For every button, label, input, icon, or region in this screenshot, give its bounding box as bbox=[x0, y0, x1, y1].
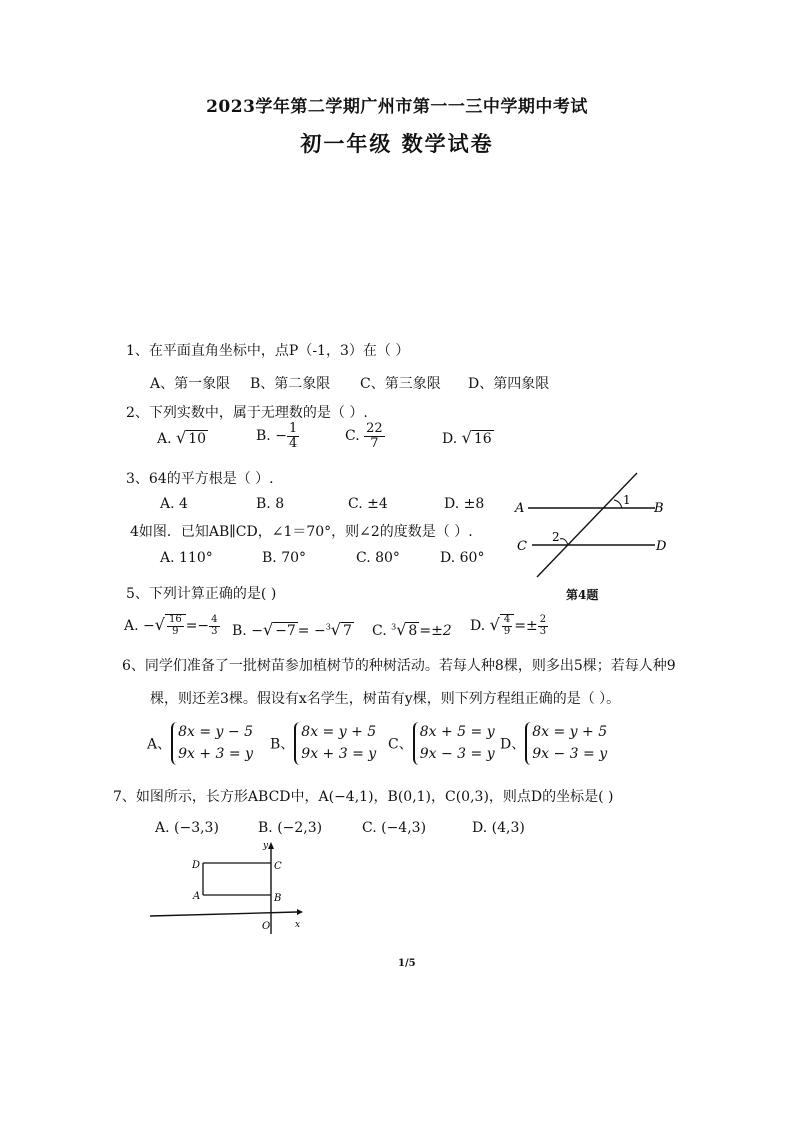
point-c-label: C bbox=[517, 539, 527, 554]
q1-option-b: B、第二象限 bbox=[250, 376, 331, 392]
q5-option-b: B. −√ −7 = −$^3$√ 7 bbox=[232, 620, 352, 639]
q6-stem-line1: 6、同学们准备了一批树苗参加植树节的种树活动。若每人种8棵，则多出5棵；若每人种9 bbox=[122, 658, 676, 674]
q4-option-a: A. 110° bbox=[160, 550, 213, 566]
q3-stem: 3、64的平方根是（ ）. bbox=[126, 471, 274, 487]
q1-stem: 1、在平面直角坐标中，点P（-1，3）在（ ） bbox=[126, 343, 410, 359]
q5-option-c: C. $^3$√ 8 =±2 bbox=[372, 620, 452, 639]
angle-2-arc bbox=[560, 539, 568, 545]
q5-option-a: A. −√ $\frac{16}{9}$ =− $\frac{4}{3}$ bbox=[124, 614, 218, 637]
q3-option-c: C. ±4 bbox=[348, 496, 388, 512]
q4-figure-caption: 第4题 bbox=[566, 588, 599, 602]
q7-option-c: C. (−4,3) bbox=[362, 820, 427, 836]
point-d-label: D bbox=[656, 539, 667, 554]
q2-option-c: C. $\frac{22}{7}$ bbox=[345, 421, 383, 451]
q4-stem: 4如图．已知AB∥CD，∠1＝70°，则∠2的度数是（ ）. bbox=[130, 524, 473, 540]
q1-option-a: A、第一象限 bbox=[150, 376, 231, 392]
exam-subtitle: 初一年级 数学试卷 bbox=[300, 131, 494, 156]
angle-1-arc bbox=[614, 500, 622, 508]
q2-option-a: A. √ 10 bbox=[157, 428, 207, 447]
q7-option-a: A. (−3,3) bbox=[155, 820, 219, 836]
point-c-label: C bbox=[274, 861, 282, 872]
q4-option-c: C. 80° bbox=[356, 550, 400, 566]
q7-rectangle-figure bbox=[145, 838, 315, 940]
x-axis bbox=[150, 912, 297, 916]
q6-option-a: A、 8x = y − 5 9x + 3 = y bbox=[147, 722, 253, 765]
point-b-label: B bbox=[274, 893, 282, 904]
q3-option-a: A. 4 bbox=[160, 496, 188, 512]
q7-option-d: D. (4,3) bbox=[472, 820, 525, 836]
x-axis-arrow bbox=[297, 909, 303, 915]
q6-stem-line2: 棵，则还差3棵。假设有x名学生，树苗有y棵，则下列方程组正确的是（ ）。 bbox=[150, 691, 621, 707]
q2-option-b: B. − $\frac{1}{4}$ bbox=[256, 421, 298, 451]
x-axis-label: x bbox=[295, 920, 301, 930]
y-axis-label: y bbox=[263, 841, 269, 851]
q5-stem: 5、下列计算正确的是( ) bbox=[126, 586, 277, 602]
point-a-label: A bbox=[515, 501, 525, 516]
q6-option-b: B、 8x = y + 5 9x + 3 = y bbox=[270, 722, 376, 765]
q1-option-c: C、第三象限 bbox=[360, 376, 441, 392]
y-axis-arrow bbox=[268, 842, 274, 849]
q7-option-b: B. (−2,3) bbox=[258, 820, 323, 836]
q4-parallel-lines-figure bbox=[510, 465, 680, 590]
page-number: 1/5 bbox=[398, 958, 416, 969]
q3-option-d: D. ±8 bbox=[444, 496, 485, 512]
point-a-label: A bbox=[193, 891, 201, 902]
q5-option-d: D. √ $\frac{4}{9}$ =± $\frac{2}{3}$ bbox=[470, 614, 547, 637]
q3-option-b: B. 8 bbox=[256, 496, 285, 512]
q6-option-d: D、 8x = y + 5 9x − 3 = y bbox=[500, 722, 607, 765]
q2-stem: 2、下列实数中，属于无理数的是（ ）. bbox=[126, 405, 368, 421]
q1-option-d: D、第四象限 bbox=[468, 376, 550, 392]
point-b-label: B bbox=[654, 501, 664, 516]
q6-option-c: C、 8x + 5 = y 9x − 3 = y bbox=[388, 722, 495, 765]
angle-1-label: 1 bbox=[623, 493, 631, 507]
origin-label: O bbox=[262, 921, 271, 932]
q4-option-b: B. 70° bbox=[262, 550, 307, 566]
exam-title: 2023学年第二学期广州市第一一三中学期中考试 bbox=[206, 97, 588, 117]
angle-2-label: 2 bbox=[552, 530, 560, 544]
q2-option-d: D. √ 16 bbox=[442, 428, 492, 447]
point-d-label: D bbox=[192, 860, 201, 871]
q7-stem: 7、如图所示，长方形ABCD中，A(−4,1)，B(0,1)，C(0,3)，则点D的坐标是( ) bbox=[113, 789, 614, 805]
q4-option-d: D. 60° bbox=[440, 550, 485, 566]
transversal-line bbox=[537, 473, 637, 577]
